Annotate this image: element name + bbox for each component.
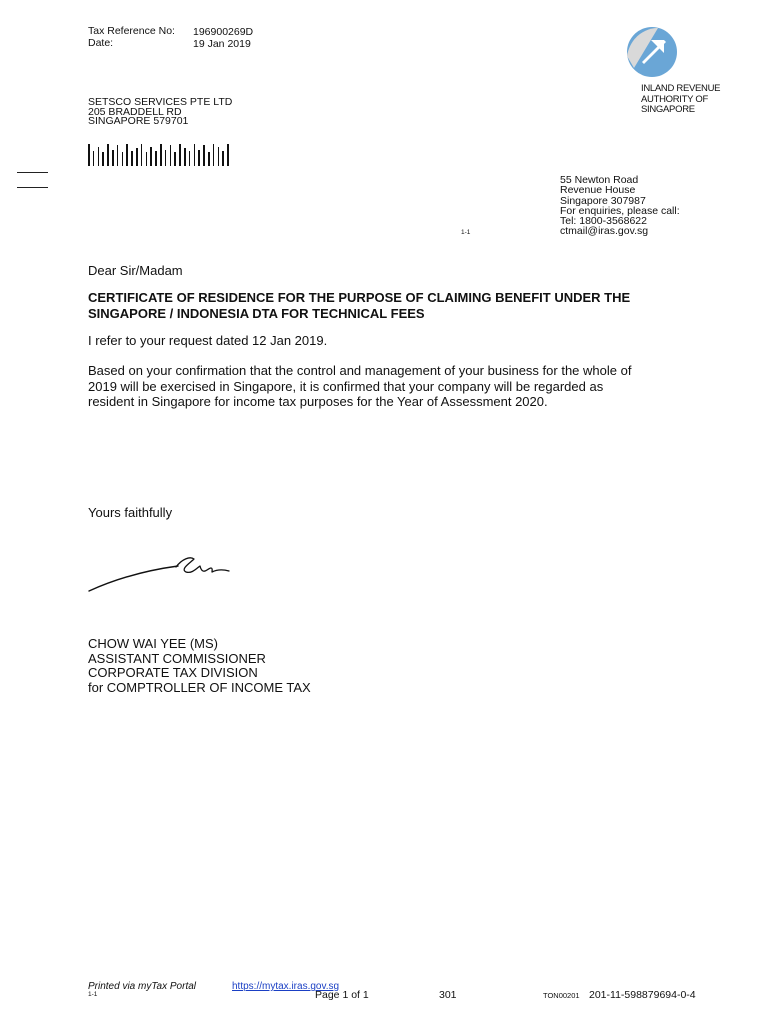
signatory-for-line: for COMPTROLLER OF INCOME TAX xyxy=(88,680,311,696)
sender-building: Revenue House xyxy=(560,184,636,197)
barcode-bar xyxy=(170,145,172,166)
logo-line-2: AUTHORITY OF xyxy=(641,93,708,105)
barcode-bar xyxy=(136,148,138,166)
barcode-bar xyxy=(189,151,191,166)
signatory-title: ASSISTANT COMMISSIONER xyxy=(88,650,266,666)
barcode-bar xyxy=(227,144,229,166)
barcode-bar xyxy=(131,151,133,166)
iras-logo-text xyxy=(641,84,720,116)
barcode-bar xyxy=(174,152,176,166)
salutation: Dear Sir/Madam xyxy=(88,263,183,278)
barcode-bar xyxy=(179,144,181,166)
barcode-bar xyxy=(98,147,100,166)
fold-mark-bottom xyxy=(17,187,48,188)
postal-barcode xyxy=(88,144,232,166)
paragraph-request: I refer to your request dated 12 Jan 2019. xyxy=(88,333,328,348)
fold-mark-top xyxy=(17,172,48,173)
tax-reference-value: 196900269D xyxy=(193,26,254,38)
recipient-street: 205 BRADDELL RD xyxy=(88,105,182,118)
subject-line-1: CERTIFICATE OF RESIDENCE FOR THE PURPOSE OF CLAIMING BENEFIT UNDER THE xyxy=(88,290,631,305)
confirmation-line-1: Based on your confirmation that the control and management of your business for the whole of xyxy=(88,363,632,378)
tax-reference-label: Tax Reference No: xyxy=(88,25,175,37)
iras-logo xyxy=(624,26,680,78)
sender-street: 55 Newton Road xyxy=(560,174,639,186)
page-number: Page 1 of 1 xyxy=(315,989,369,1001)
paragraph-confirmation xyxy=(88,363,631,410)
sender-phone: Tel: 1800-3568622 xyxy=(560,215,647,228)
document-code: 301 xyxy=(439,989,457,1001)
barcode-bar xyxy=(150,147,152,166)
iras-logo-icon xyxy=(624,26,680,78)
barcode-bar xyxy=(218,147,220,166)
barcode-bar xyxy=(93,151,95,166)
barcode-bar xyxy=(203,145,205,166)
confirmation-line-2: 2019 will be exercised in Singapore, it is confirmed that your company will be regarded as xyxy=(88,378,604,394)
barcode-bar xyxy=(222,151,224,166)
barcode-bar xyxy=(208,152,210,166)
barcode-bar xyxy=(198,150,200,166)
barcode-bar xyxy=(112,150,114,166)
signatory-name: CHOW WAI YEE (MS) xyxy=(88,636,218,651)
date-value: 19 Jan 2019 xyxy=(193,38,251,50)
sender-postal: Singapore 307987 xyxy=(560,194,646,207)
barcode-bar xyxy=(122,152,124,166)
barcode-bar xyxy=(126,144,128,166)
barcode-bar xyxy=(194,144,196,166)
barcode-bar xyxy=(141,144,143,166)
reference-number: 201-11-598879694-0-4 xyxy=(589,989,696,1001)
recipient-city: SINGAPORE 579701 xyxy=(88,115,189,127)
recipient-name: SETSCO SERVICES PTE LTD xyxy=(88,96,233,108)
form-id: TON00201 xyxy=(543,991,580,1000)
sender-email: ctmail@iras.gov.sg xyxy=(560,225,649,238)
recipient-address xyxy=(88,98,232,127)
confirmation-line-3: resident in Singapore for income tax purposes for the Year of Assessment 2020. xyxy=(88,394,548,409)
barcode-bar xyxy=(102,152,104,166)
portal-link[interactable]: https://mytax.iras.gov.sg xyxy=(232,981,340,992)
subject-heading xyxy=(88,290,630,321)
signature-icon xyxy=(86,553,232,595)
sender-address xyxy=(560,175,680,237)
barcode-bar xyxy=(184,148,186,166)
page-marker-top: 1-1 xyxy=(461,229,471,236)
closing: Yours faithfully xyxy=(88,505,173,520)
logo-line-3: SINGAPORE xyxy=(641,104,695,115)
barcode-bar xyxy=(213,144,215,166)
subject-line-2: SINGAPORE / INDONESIA DTA FOR TECHNICAL FEES xyxy=(88,305,425,321)
barcode-bar xyxy=(160,144,162,166)
barcode-bar xyxy=(146,152,148,166)
signatory-division: CORPORATE TAX DIVISION xyxy=(88,665,258,681)
barcode-bar xyxy=(88,144,90,166)
logo-line-1: INLAND REVENUE xyxy=(641,83,721,94)
printed-via: Printed via myTax Portal xyxy=(88,981,197,992)
signatory-block xyxy=(88,637,311,696)
date-label: Date: xyxy=(88,37,114,49)
barcode-bar xyxy=(117,145,119,166)
barcode-bar xyxy=(107,144,109,166)
sender-enquiries: For enquiries, please call: xyxy=(560,204,680,217)
barcode-bar xyxy=(165,150,167,166)
signature xyxy=(86,553,232,595)
page-marker-bottom: 1-1 xyxy=(88,991,98,998)
barcode-bar xyxy=(155,151,157,166)
